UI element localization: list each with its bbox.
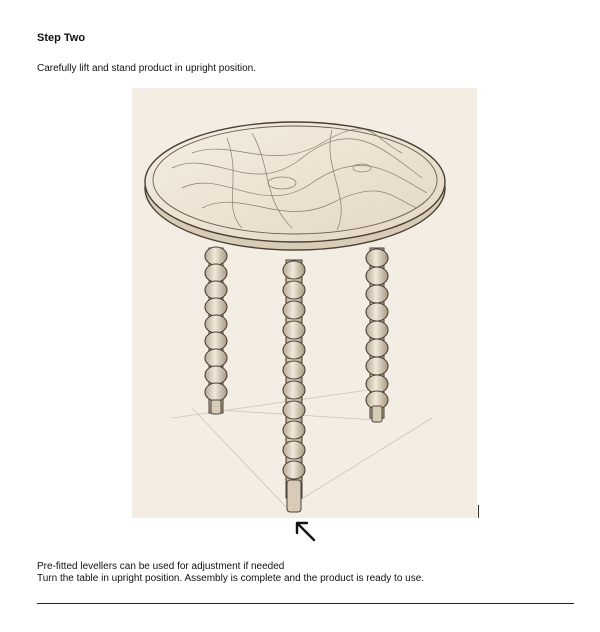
step-instruction: Carefully lift and stand product in upright position. — [37, 63, 257, 74]
step-title: Step Two — [37, 32, 86, 44]
round-side-table-icon — [132, 88, 477, 518]
levellers-note: Pre-fitted levellers can be used for adjustment if needed — [37, 561, 285, 572]
back-left-leg — [205, 247, 227, 414]
completion-note: Turn the table in upright position. Assembly is complete and the product is ready to use. — [37, 573, 425, 584]
edge-mark — [478, 505, 479, 518]
back-right-leg — [366, 248, 388, 422]
notes — [37, 561, 424, 585]
arrow-up-left-icon — [290, 516, 320, 546]
front-leg — [283, 260, 305, 512]
divider — [37, 603, 574, 604]
table-top — [145, 122, 445, 250]
